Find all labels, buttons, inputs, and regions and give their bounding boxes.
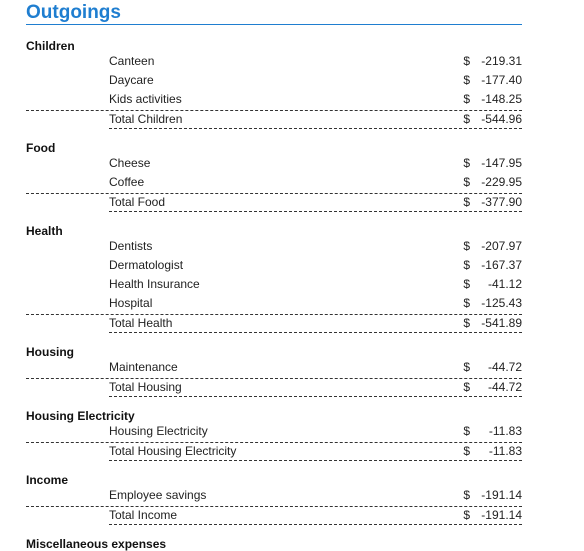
line-item (109, 237, 522, 256)
line-item-label: Daycare (109, 73, 154, 87)
line-item (109, 173, 522, 192)
line-item-label: Kids activities (109, 92, 182, 106)
line-item-amount: -148.25 (481, 92, 522, 106)
currency-symbol: $ (463, 296, 470, 310)
section-total-label: Total Children (109, 112, 183, 126)
section-total-amount: -377.90 (481, 195, 522, 209)
currency-symbol: $ (463, 488, 470, 502)
line-item (109, 358, 522, 377)
section-total-amount: -191.14 (481, 508, 522, 522)
currency-symbol: $ (463, 195, 470, 209)
line-item-amount: -219.31 (481, 54, 522, 68)
currency-symbol: $ (463, 92, 470, 106)
line-item (109, 71, 522, 90)
section-total-label: Total Housing Electricity (109, 444, 237, 458)
line-item (109, 422, 522, 441)
line-item-amount: -229.95 (481, 175, 522, 189)
section-heading: Housing Electricity (26, 409, 135, 423)
section-total-amount: -541.89 (481, 316, 522, 330)
line-item (109, 154, 522, 173)
section-total (109, 314, 522, 333)
line-item-amount: -191.14 (481, 488, 522, 502)
line-item-label: Maintenance (109, 360, 178, 374)
line-item (109, 275, 522, 294)
section-heading: Miscellaneous expenses (26, 537, 167, 551)
section-total-label: Total Income (109, 508, 178, 522)
line-item-amount: -125.43 (481, 296, 522, 310)
section-total-amount: -544.96 (481, 112, 522, 126)
currency-symbol: $ (463, 54, 470, 68)
line-item-label: Employee savings (109, 488, 207, 502)
section-total (109, 110, 522, 129)
section-total (109, 506, 522, 525)
currency-symbol: $ (463, 175, 470, 189)
line-item-label: Hospital (109, 296, 153, 310)
section-total-amount: -44.72 (487, 380, 522, 394)
line-item-amount: -44.72 (487, 360, 522, 374)
line-item (109, 256, 522, 275)
line-item-amount: -167.37 (481, 258, 522, 272)
line-item-amount: -41.12 (487, 277, 522, 291)
line-item-label: Canteen (109, 54, 155, 68)
line-item-label: Housing Electricity (109, 424, 208, 438)
currency-symbol: $ (463, 73, 470, 87)
section-heading: Housing (26, 345, 74, 359)
line-item-label: Dentists (109, 239, 153, 253)
line-item-amount: -147.95 (481, 156, 522, 170)
line-item (109, 294, 522, 313)
line-item (109, 52, 522, 71)
currency-symbol: $ (463, 360, 470, 374)
line-item-label: Cheese (109, 156, 151, 170)
line-item-amount: -11.83 (488, 424, 522, 438)
page-title: Outgoings (26, 2, 121, 23)
currency-symbol: $ (463, 258, 470, 272)
currency-symbol: $ (463, 316, 470, 330)
currency-symbol: $ (463, 444, 470, 458)
section-total-label: Total Food (109, 195, 166, 209)
section-total-label: Total Health (109, 316, 173, 330)
section-total (109, 193, 522, 212)
section-heading: Income (26, 473, 69, 487)
section-heading: Food (26, 141, 56, 155)
line-item-amount: -207.97 (481, 239, 522, 253)
line-item-amount: -177.40 (481, 73, 522, 87)
line-item (109, 486, 522, 505)
section-heading: Health (26, 224, 63, 238)
section-total-amount: -11.83 (488, 444, 522, 458)
section-heading: Children (26, 39, 75, 53)
currency-symbol: $ (463, 277, 470, 291)
currency-symbol: $ (463, 156, 470, 170)
title-underline (26, 24, 522, 25)
currency-symbol: $ (463, 112, 470, 126)
line-item (109, 90, 522, 109)
line-item-label: Health Insurance (109, 277, 200, 291)
currency-symbol: $ (463, 380, 470, 394)
section-total (109, 442, 522, 461)
currency-symbol: $ (463, 239, 470, 253)
line-item-label: Coffee (109, 175, 145, 189)
section-total-label: Total Housing (109, 380, 182, 394)
line-item-label: Dermatologist (109, 258, 184, 272)
currency-symbol: $ (463, 508, 470, 522)
currency-symbol: $ (463, 424, 470, 438)
section-total (109, 378, 522, 397)
